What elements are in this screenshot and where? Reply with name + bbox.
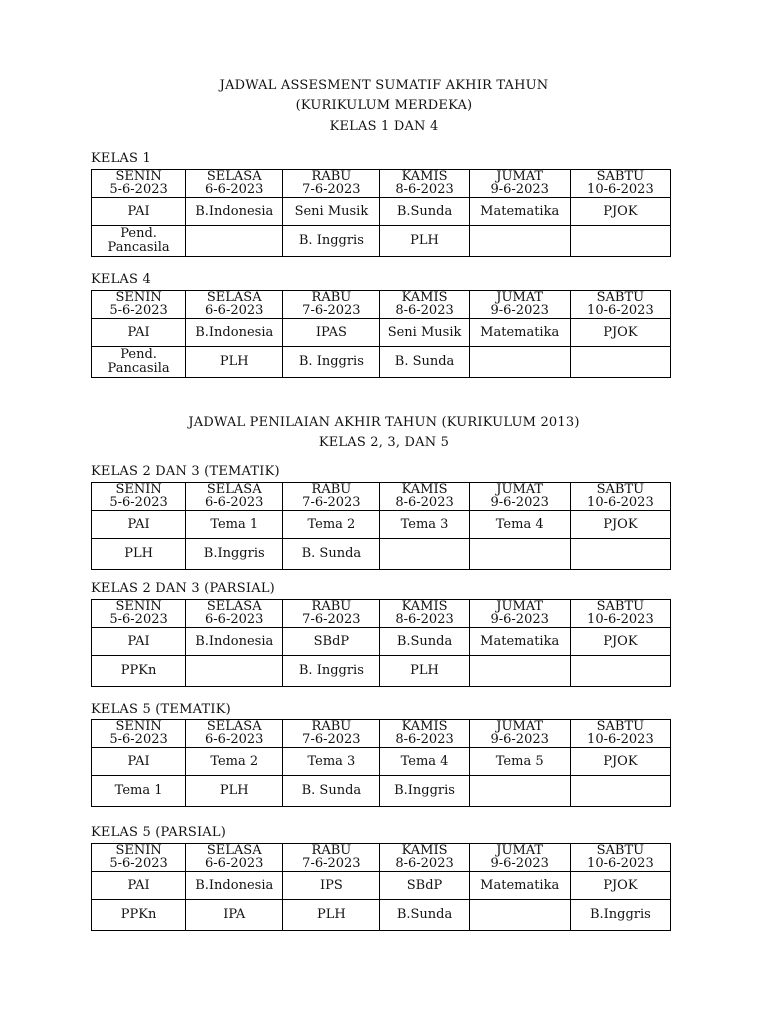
table-header-row	[92, 600, 671, 628]
table-row	[92, 900, 671, 931]
day-date: 9-6-2023	[490, 495, 549, 510]
day-date: 6-6-2023	[205, 303, 264, 318]
day-name: SABTU	[596, 482, 645, 497]
day-header-cell	[380, 483, 469, 511]
table-row	[92, 776, 671, 807]
day-name: JUMAT	[496, 482, 544, 497]
day-date: 5-6-2023	[109, 182, 168, 197]
table-header-row	[92, 844, 671, 872]
subject-cell: PJOK	[570, 748, 670, 776]
day-header-cell	[186, 600, 283, 628]
subject-cell: PAI	[92, 319, 186, 347]
day-date: 9-6-2023	[490, 303, 549, 318]
subject-cell: PPKn	[92, 900, 186, 931]
subject-cell: PLH	[92, 539, 186, 570]
table-row	[92, 748, 671, 776]
subject-cell: PAI	[92, 511, 186, 539]
day-date: 7-6-2023	[302, 612, 361, 627]
day-date: 8-6-2023	[395, 303, 454, 318]
subject-cell: Pend. Pancasila	[92, 347, 186, 378]
doc-subtitle: (KURIKULUM MERDEKA)	[295, 98, 473, 113]
class-label: KELAS 5 (TEMATIK)	[91, 702, 231, 717]
day-name: KAMIS	[401, 482, 448, 497]
day-name: KAMIS	[401, 290, 448, 305]
subject-cell: PJOK	[570, 628, 670, 656]
day-header-cell	[380, 844, 469, 872]
day-name: KAMIS	[401, 169, 448, 184]
day-name: SENIN	[115, 719, 162, 734]
day-name: SENIN	[115, 599, 162, 614]
day-date: 6-6-2023	[205, 612, 264, 627]
subject-cell: Tema 4	[380, 748, 469, 776]
subject-cell: Tema 3	[380, 511, 469, 539]
subject-cell: Matematika	[469, 198, 570, 226]
subject-cell: PJOK	[570, 198, 670, 226]
class-label: KELAS 2 DAN 3 (PARSIAL)	[91, 581, 275, 596]
class-label: KELAS 5 (PARSIAL)	[91, 825, 226, 840]
day-name: JUMAT	[496, 169, 544, 184]
subject-cell	[186, 226, 283, 257]
subject-cell: B.Sunda	[380, 628, 469, 656]
table-header-row	[92, 291, 671, 319]
section-title: JADWAL PENILAIAN AKHIR TAHUN (KURIKULUM 2013)	[188, 415, 580, 430]
subject-cell: Matematika	[469, 628, 570, 656]
day-name: KAMIS	[401, 719, 448, 734]
subject-cell: Tema 5	[469, 748, 570, 776]
subject-cell	[570, 656, 670, 687]
day-name: JUMAT	[496, 843, 544, 858]
day-date: 10-6-2023	[587, 856, 654, 871]
day-header-cell	[469, 291, 570, 319]
subject-cell: B.Inggris	[186, 539, 283, 570]
day-header-cell	[283, 170, 380, 198]
day-header-cell	[92, 600, 186, 628]
table-row	[92, 539, 671, 570]
day-date: 10-6-2023	[587, 495, 654, 510]
table-row	[92, 511, 671, 539]
subject-cell	[469, 539, 570, 570]
day-name: KAMIS	[401, 599, 448, 614]
day-header-cell	[570, 170, 670, 198]
day-date: 9-6-2023	[490, 856, 549, 871]
day-header-cell	[283, 844, 380, 872]
day-date: 5-6-2023	[109, 856, 168, 871]
day-date: 6-6-2023	[205, 856, 264, 871]
class-label: KELAS 1	[91, 151, 151, 166]
subject-cell	[380, 539, 469, 570]
subject-cell: PAI	[92, 872, 186, 900]
day-header-cell	[186, 844, 283, 872]
day-header-cell	[92, 844, 186, 872]
day-name: SELASA	[206, 290, 262, 305]
table-row	[92, 628, 671, 656]
day-header-cell	[380, 600, 469, 628]
table-row	[92, 872, 671, 900]
schedule-table	[91, 482, 671, 570]
subject-cell: B.Indonesia	[186, 319, 283, 347]
day-header-cell	[570, 600, 670, 628]
day-name: JUMAT	[496, 599, 544, 614]
subject-cell: PAI	[92, 198, 186, 226]
subject-cell	[186, 656, 283, 687]
day-header-cell	[570, 483, 670, 511]
day-date: 10-6-2023	[587, 303, 654, 318]
subject-cell: B.Inggris	[570, 900, 670, 931]
day-header-cell	[380, 170, 469, 198]
subject-cell: PLH	[283, 900, 380, 931]
day-date: 10-6-2023	[587, 732, 654, 747]
day-date: 5-6-2023	[109, 732, 168, 747]
day-date: 7-6-2023	[302, 303, 361, 318]
subject-cell: SBdP	[283, 628, 380, 656]
day-header-cell	[92, 170, 186, 198]
subject-cell: B. Inggris	[283, 347, 380, 378]
subject-cell	[469, 900, 570, 931]
subject-cell: B.Indonesia	[186, 198, 283, 226]
day-name: SELASA	[206, 719, 262, 734]
table-header-row	[92, 170, 671, 198]
day-name: SABTU	[596, 169, 645, 184]
class-label: KELAS 2 DAN 3 (TEMATIK)	[91, 464, 280, 479]
day-name: RABU	[311, 843, 352, 858]
day-date: 8-6-2023	[395, 495, 454, 510]
subject-cell: PJOK	[570, 511, 670, 539]
day-name: SELASA	[206, 482, 262, 497]
day-date: 7-6-2023	[302, 732, 361, 747]
day-date: 9-6-2023	[490, 182, 549, 197]
subject-cell: B.Indonesia	[186, 872, 283, 900]
day-header-cell	[469, 720, 570, 748]
day-header-cell	[380, 720, 469, 748]
day-header-cell	[469, 844, 570, 872]
schedule-table	[91, 169, 671, 257]
day-header-cell	[570, 844, 670, 872]
day-header-cell	[186, 720, 283, 748]
day-name: RABU	[311, 482, 352, 497]
day-date: 5-6-2023	[109, 612, 168, 627]
subject-cell	[570, 539, 670, 570]
subject-cell: B.Sunda	[380, 198, 469, 226]
subject-cell: Tema 4	[469, 511, 570, 539]
day-header-cell	[92, 291, 186, 319]
day-name: RABU	[311, 169, 352, 184]
day-name: SABTU	[596, 290, 645, 305]
day-header-cell	[570, 720, 670, 748]
subject-cell: PAI	[92, 748, 186, 776]
subject-cell: PJOK	[570, 319, 670, 347]
day-header-cell	[92, 483, 186, 511]
day-name: SELASA	[206, 843, 262, 858]
subject-cell: B. Inggris	[283, 656, 380, 687]
subject-cell: PLH	[186, 776, 283, 807]
subject-cell: B.Sunda	[380, 900, 469, 931]
day-date: 10-6-2023	[587, 182, 654, 197]
day-name: SENIN	[115, 843, 162, 858]
day-header-cell	[469, 600, 570, 628]
subject-cell: B. Inggris	[283, 226, 380, 257]
day-date: 6-6-2023	[205, 495, 264, 510]
table-row	[92, 198, 671, 226]
day-name: SELASA	[206, 599, 262, 614]
subject-cell: Matematika	[469, 319, 570, 347]
subject-cell: Matematika	[469, 872, 570, 900]
day-date: 7-6-2023	[302, 182, 361, 197]
subject-cell: Pend. Pancasila	[92, 226, 186, 257]
subject-cell: Seni Musik	[283, 198, 380, 226]
table-row	[92, 347, 671, 378]
day-name: SABTU	[596, 719, 645, 734]
subject-cell: IPS	[283, 872, 380, 900]
day-name: SABTU	[596, 599, 645, 614]
day-name: SENIN	[115, 482, 162, 497]
subject-cell	[469, 656, 570, 687]
day-name: RABU	[311, 719, 352, 734]
subject-cell: PPKn	[92, 656, 186, 687]
subject-cell: SBdP	[380, 872, 469, 900]
day-header-cell	[380, 291, 469, 319]
section-class-heading: KELAS 2, 3, DAN 5	[318, 435, 450, 450]
subject-cell: B. Sunda	[380, 347, 469, 378]
subject-cell: PAI	[92, 628, 186, 656]
day-name: SENIN	[115, 169, 162, 184]
subject-cell: PLH	[380, 226, 469, 257]
day-header-cell	[186, 291, 283, 319]
day-name: RABU	[311, 290, 352, 305]
day-date: 6-6-2023	[205, 182, 264, 197]
day-header-cell	[570, 291, 670, 319]
subject-cell	[570, 226, 670, 257]
doc-class-heading: KELAS 1 DAN 4	[329, 119, 439, 134]
subject-cell: PLH	[186, 347, 283, 378]
subject-cell: B. Sunda	[283, 539, 380, 570]
day-name: JUMAT	[496, 290, 544, 305]
subject-cell: Seni Musik	[380, 319, 469, 347]
day-name: SELASA	[206, 169, 262, 184]
subject-cell	[570, 776, 670, 807]
subject-cell: IPA	[186, 900, 283, 931]
day-header-cell	[186, 170, 283, 198]
day-header-cell	[283, 720, 380, 748]
subject-cell: B.Indonesia	[186, 628, 283, 656]
schedule-table	[91, 843, 671, 931]
table-row	[92, 319, 671, 347]
day-date: 6-6-2023	[205, 732, 264, 747]
schedule-table	[91, 719, 671, 807]
table-row	[92, 226, 671, 257]
day-name: JUMAT	[496, 719, 544, 734]
subject-cell	[469, 347, 570, 378]
subject-cell: Tema 1	[186, 511, 283, 539]
day-header-cell	[283, 483, 380, 511]
day-date: 7-6-2023	[302, 856, 361, 871]
day-header-cell	[186, 483, 283, 511]
day-date: 7-6-2023	[302, 495, 361, 510]
day-date: 10-6-2023	[587, 612, 654, 627]
day-date: 8-6-2023	[395, 732, 454, 747]
subject-cell: IPAS	[283, 319, 380, 347]
day-header-cell	[469, 170, 570, 198]
table-row	[92, 656, 671, 687]
subject-cell: PJOK	[570, 872, 670, 900]
subject-cell: B.Inggris	[380, 776, 469, 807]
day-date: 8-6-2023	[395, 612, 454, 627]
subject-cell: PLH	[380, 656, 469, 687]
day-header-cell	[283, 291, 380, 319]
day-name: SENIN	[115, 290, 162, 305]
day-name: SABTU	[596, 843, 645, 858]
day-name: RABU	[311, 599, 352, 614]
table-header-row	[92, 720, 671, 748]
day-header-cell	[469, 483, 570, 511]
schedule-table	[91, 290, 671, 378]
schedule-table	[91, 599, 671, 687]
table-header-row	[92, 483, 671, 511]
day-header-cell	[92, 720, 186, 748]
subject-cell	[570, 347, 670, 378]
subject-cell	[469, 776, 570, 807]
subject-cell: B. Sunda	[283, 776, 380, 807]
day-header-cell	[283, 600, 380, 628]
day-date: 9-6-2023	[490, 732, 549, 747]
day-date: 5-6-2023	[109, 303, 168, 318]
day-date: 8-6-2023	[395, 182, 454, 197]
doc-title: JADWAL ASSESMENT SUMATIF AKHIR TAHUN	[219, 78, 549, 93]
day-date: 5-6-2023	[109, 495, 168, 510]
subject-cell: Tema 2	[186, 748, 283, 776]
day-name: KAMIS	[401, 843, 448, 858]
day-date: 9-6-2023	[490, 612, 549, 627]
subject-cell: Tema 2	[283, 511, 380, 539]
subject-cell	[469, 226, 570, 257]
subject-cell: Tema 3	[283, 748, 380, 776]
class-label: KELAS 4	[91, 272, 151, 287]
subject-cell: Tema 1	[92, 776, 186, 807]
day-date: 8-6-2023	[395, 856, 454, 871]
